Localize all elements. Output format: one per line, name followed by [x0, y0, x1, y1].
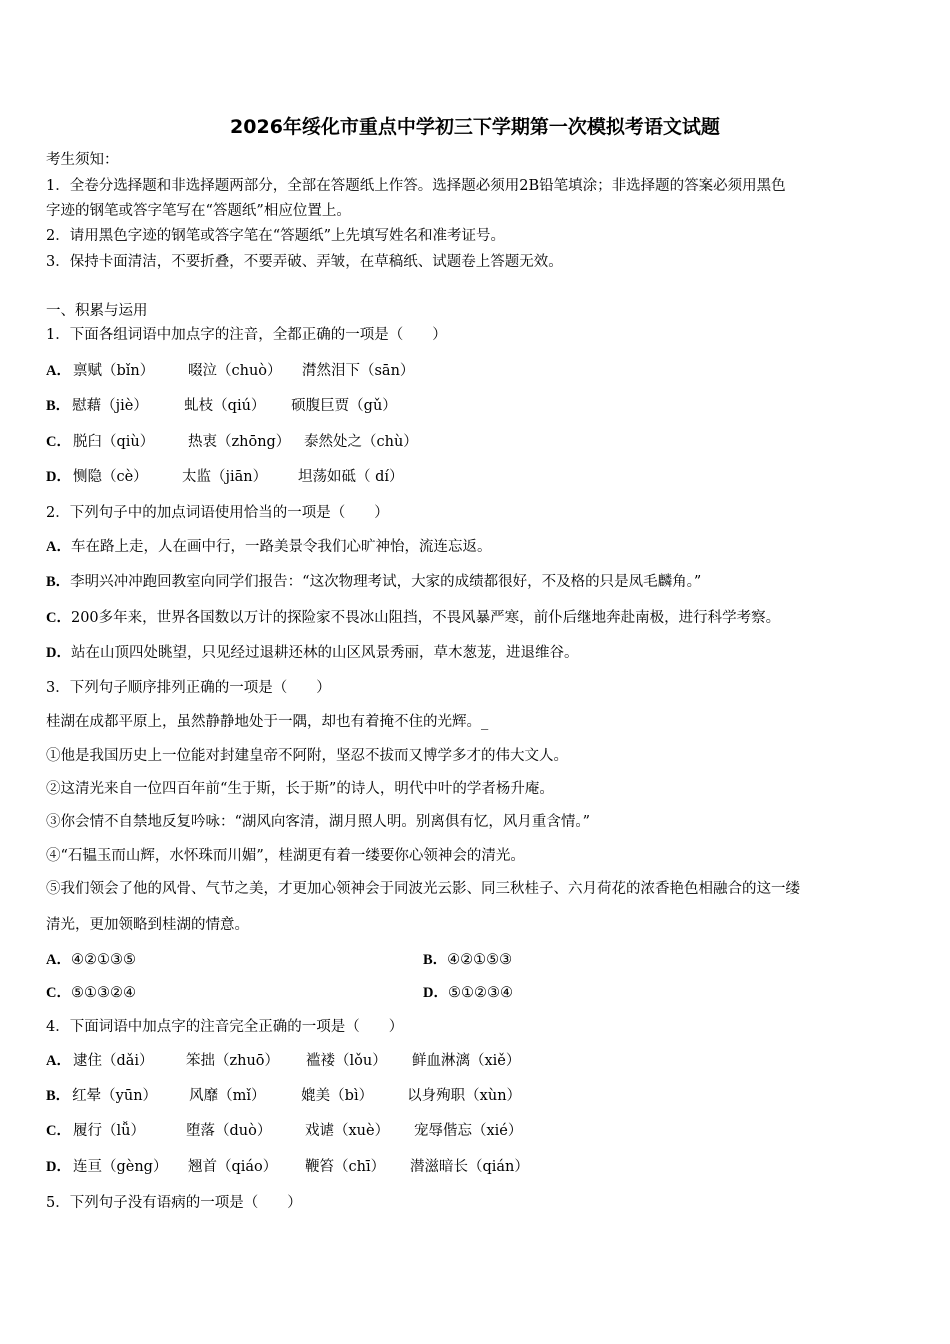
option-row — [46, 537, 910, 557]
option-row — [46, 361, 910, 381]
option-row — [46, 983, 910, 1003]
option-label: B． — [46, 1088, 71, 1104]
option-text: ④②①③⑤ — [70, 952, 136, 968]
option-item: 堕落（duò） — [185, 1123, 272, 1139]
notice-heading: 考生须知： — [46, 152, 119, 168]
option-item: 红晕（yūn） — [72, 1088, 158, 1104]
question-stem: 4．下面词语中加点字的注音完全正确的一项是（ ） — [46, 1019, 404, 1035]
option-item: 履行（lǚ） — [72, 1123, 145, 1139]
option-item: 恻隐（cè） — [72, 469, 148, 485]
option-item: 太监（jiān） — [181, 469, 268, 485]
option-item: 热衷（zhōng） — [187, 434, 291, 450]
option-row — [46, 572, 910, 592]
option-item: 慰藉（jiè） — [72, 398, 148, 414]
question-stem: 5．下列句子没有语病的一项是（ ） — [46, 1195, 302, 1211]
option-item: 硕腹巨贾（gǔ） — [291, 398, 397, 414]
option-item: 虬枝（qiú） — [184, 398, 266, 414]
option-row — [46, 1051, 910, 1071]
question-intro: 桂湖在成都平原上，虽然静静地处于一隅，却也有着掩不住的光辉。_ — [46, 714, 489, 730]
option-text: 车在路上走，人在画中行，一路美景令我们心旷神怡，流连忘返。 — [70, 539, 492, 555]
option-item: 鲜血淋漓（xiě） — [411, 1053, 521, 1069]
option-label: B． — [46, 398, 71, 414]
option-row — [46, 396, 910, 416]
option-row — [46, 467, 910, 487]
sentence: ⑤我们领会了他的风骨、气节之美，才更加心领神会于同波光云影、同三秋桂子、六月荷花的浓香艳色相融合的这一缕 — [46, 881, 800, 897]
option-label: A． — [46, 539, 71, 555]
page-title: 2026年绥化市重点中学初三下学期第一次模拟考语文试题 — [230, 116, 720, 138]
notice-item: 字迹的钢笔或答字笔写在“答题纸”相应位置上。 — [46, 203, 351, 219]
option-item: 泰然处之（chù） — [303, 434, 418, 450]
option-label: D． — [46, 645, 71, 661]
option-row — [46, 1121, 910, 1141]
option-text: ⑤①②③④ — [447, 985, 513, 1001]
option-item: 翘首（qiáo） — [187, 1159, 278, 1175]
option-row — [46, 608, 910, 628]
option-text: ④②①⑤③ — [447, 952, 513, 968]
option-row — [46, 1157, 910, 1177]
option-item: 禀赋（bǐn） — [72, 363, 155, 379]
sentence: ③你会情不自禁地反复吟咏：“湖风向客清，湖月照人明。别离俱有忆，风月重含情。” — [46, 814, 591, 830]
option-label: A． — [46, 363, 71, 379]
notice-item: 3．保持卡面清洁，不要折叠，不要弄破、弄皱，在草稿纸、试题卷上答题无效。 — [46, 254, 563, 270]
option-label: D． — [423, 985, 448, 1001]
option-item: 潜滋暗长（qián） — [409, 1159, 529, 1175]
sentence: ④“石韫玉而山辉，水怀珠而川媚”，桂湖更有着一缕要你心领神会的清光。 — [46, 848, 525, 864]
option-item: 潸然泪下（sān） — [301, 363, 415, 379]
option-label: A． — [46, 952, 71, 968]
option-text: 李明兴冲冲跑回教室向同学们报告：“这次物理考试，大家的成绩都很好，不及格的只是凤毛麟角。” — [70, 574, 702, 590]
option-item: 戏谑（xuè） — [304, 1123, 390, 1139]
option-label: D． — [46, 1159, 71, 1175]
section-heading: 一、积累与运用 — [46, 303, 148, 319]
option-item: 逮住（dǎi） — [72, 1053, 154, 1069]
option-row — [46, 432, 910, 452]
option-item: 鞭笞（chī） — [304, 1159, 386, 1175]
option-text: 站在山顶四处眺望，只见经过退耕还林的山区风景秀丽，草木葱茏，进退维谷。 — [70, 645, 579, 661]
option-item: 褴褛（lǒu） — [305, 1053, 387, 1069]
option-item: 坦荡如砥（ dí） — [297, 469, 404, 485]
option-col2 — [423, 950, 512, 970]
option-item: 啜泣（chuò） — [187, 363, 282, 379]
option-item: 以身殉职（xùn） — [407, 1088, 522, 1104]
option-item: 笨拙（zhuō） — [185, 1053, 280, 1069]
option-item: 宠辱偕忘（xié） — [413, 1123, 523, 1139]
option-label: C． — [46, 610, 71, 626]
option-label: C． — [46, 1123, 71, 1139]
question-stem: 3．下列句子顺序排列正确的一项是（ ） — [46, 680, 331, 696]
sentence: ②这清光来自一位四百年前“生于斯，长于斯”的诗人，明代中叶的学者杨升庵。 — [46, 781, 554, 797]
sentence: 清光，更加领略到桂湖的情意。 — [46, 917, 249, 933]
option-row — [46, 643, 910, 663]
option-col2 — [423, 983, 513, 1003]
question-stem: 2．下列句子中的加点词语使用恰当的一项是（ ） — [46, 505, 389, 521]
option-item: 风靡（mǐ） — [189, 1088, 266, 1104]
option-label: C． — [46, 434, 71, 450]
option-label: B． — [423, 952, 448, 968]
option-row — [46, 1086, 910, 1106]
option-label: B． — [46, 574, 71, 590]
notice-item: 2．请用黑色字迹的钢笔或答字笔在“答题纸”上先填写姓名和准考证号。 — [46, 228, 506, 244]
option-text: 200多年来，世界各国数以万计的探险家不畏冰山阻挡，不畏风暴严寒，前仆后继地奔赴南极，进行科学考察。 — [70, 610, 781, 626]
option-item: 媲美（bì） — [301, 1088, 374, 1104]
option-item: 脱臼（qiù） — [72, 434, 155, 450]
option-item: 连亘（gèng） — [72, 1159, 168, 1175]
sentence: ①他是我国历史上一位能对封建皇帝不阿附，坚忍不拔而又博学多才的伟大文人。 — [46, 748, 568, 764]
option-row — [46, 950, 910, 970]
option-label: C． — [46, 985, 71, 1001]
option-label: D． — [46, 469, 71, 485]
option-label: A． — [46, 1053, 71, 1069]
notice-item: 1．全卷分选择题和非选择题两部分，全部在答题纸上作答。选择题必须用2B铅笔填涂；非选择题的答案必须用黑色 — [46, 178, 786, 194]
question-stem: 1．下面各组词语中加点字的注音，全都正确的一项是（ ） — [46, 327, 447, 343]
option-text: ⑤①③②④ — [70, 985, 136, 1001]
